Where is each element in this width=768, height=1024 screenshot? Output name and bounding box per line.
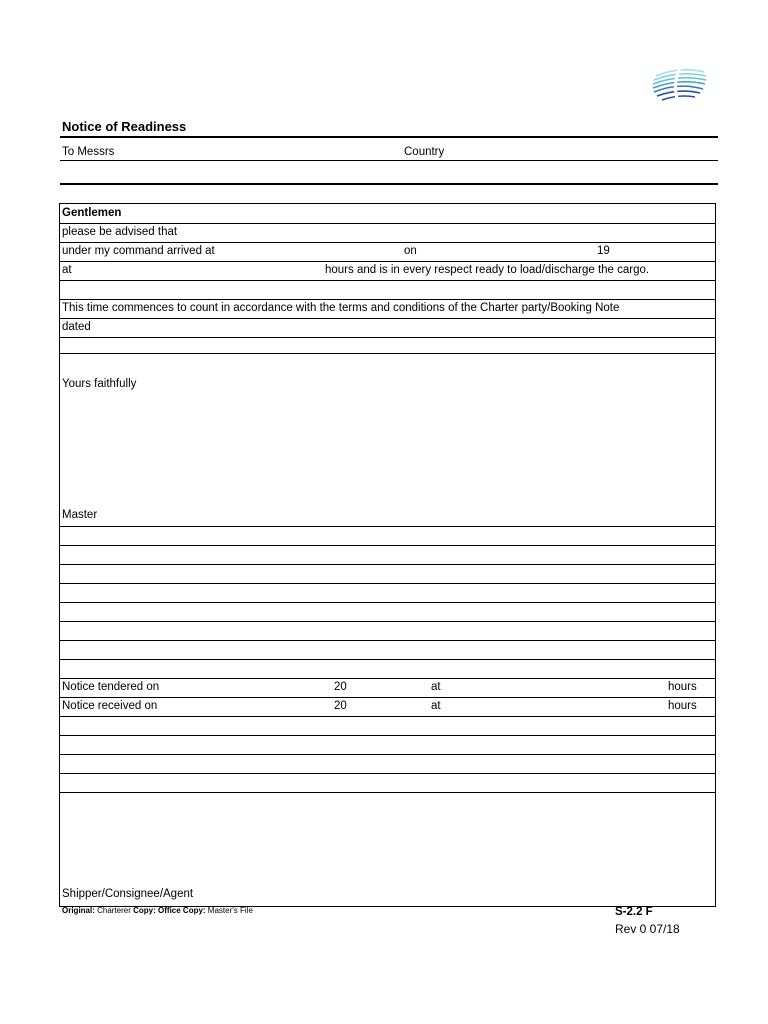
blank-row (60, 602, 715, 621)
year-label: 19 (597, 245, 610, 257)
notice-tendered-row (60, 678, 715, 697)
arrival-row (60, 242, 715, 261)
blank-row (60, 526, 715, 545)
office-copy-label: Office Copy: (155, 906, 206, 915)
original-value: Charterer (94, 906, 134, 915)
salutation: Gentlemen (62, 207, 122, 219)
on-label: on (404, 245, 417, 257)
office-copy-value: Master's File (205, 906, 253, 915)
blank-row (60, 280, 715, 299)
shipper-consignee-agent-label: Shipper/Consignee/Agent (62, 888, 194, 900)
received-year-prefix: 20 (334, 700, 347, 712)
distribution-note (62, 906, 253, 915)
received-at-label: at (431, 700, 441, 712)
advised-row (60, 223, 715, 242)
notice-received-row (60, 697, 715, 716)
salutation-row (60, 204, 715, 223)
country-label: Country (404, 146, 445, 158)
signature-box (59, 353, 716, 907)
blank-row (60, 735, 715, 754)
blank-row (60, 640, 715, 659)
blank-row (60, 716, 715, 735)
address-line (60, 183, 718, 185)
received-hours-label: hours (668, 700, 697, 712)
advised-text: please be advised that (62, 226, 178, 238)
notice-tendered-label: Notice tendered on (62, 681, 160, 693)
shipper-signature-area (60, 792, 715, 905)
blank-row (60, 545, 715, 564)
tendered-at-label: at (431, 681, 441, 693)
blank-row (60, 564, 715, 583)
tendered-year-prefix: 20 (334, 681, 347, 693)
blank-row (60, 754, 715, 773)
blank-row (60, 621, 715, 640)
to-messrs-label: To Messrs (62, 146, 115, 158)
closing-text: Yours faithfully (62, 378, 137, 390)
form-number: S-2.2 F (615, 906, 653, 918)
title-divider (60, 136, 718, 138)
tendered-hours-label: hours (668, 681, 697, 693)
blank-row (60, 773, 715, 792)
master-label: Master (62, 509, 98, 521)
ready-text: hours and is in every respect ready to load/discharge the cargo. (325, 264, 650, 276)
notice-received-label: Notice received on (62, 700, 158, 712)
blank-row (60, 583, 715, 602)
page-title: Notice of Readiness (62, 119, 187, 134)
at-label: at (62, 264, 72, 276)
letter-box (59, 203, 716, 354)
original-label: Original: (62, 906, 95, 915)
ready-row (60, 261, 715, 280)
to-line (60, 160, 718, 161)
dated-label: dated (62, 321, 91, 333)
company-logo (650, 64, 708, 106)
copy-label: Copy: (133, 906, 156, 915)
arrived-at-label: under my command arrived at (62, 245, 215, 257)
charter-text: This time commences to count in accordance with the terms and conditions of the Charter party/Booking Note (62, 302, 620, 314)
revision-label: Rev 0 07/18 (615, 922, 680, 936)
blank-row (60, 659, 715, 678)
charter-row (60, 299, 715, 318)
dated-row (60, 318, 715, 337)
